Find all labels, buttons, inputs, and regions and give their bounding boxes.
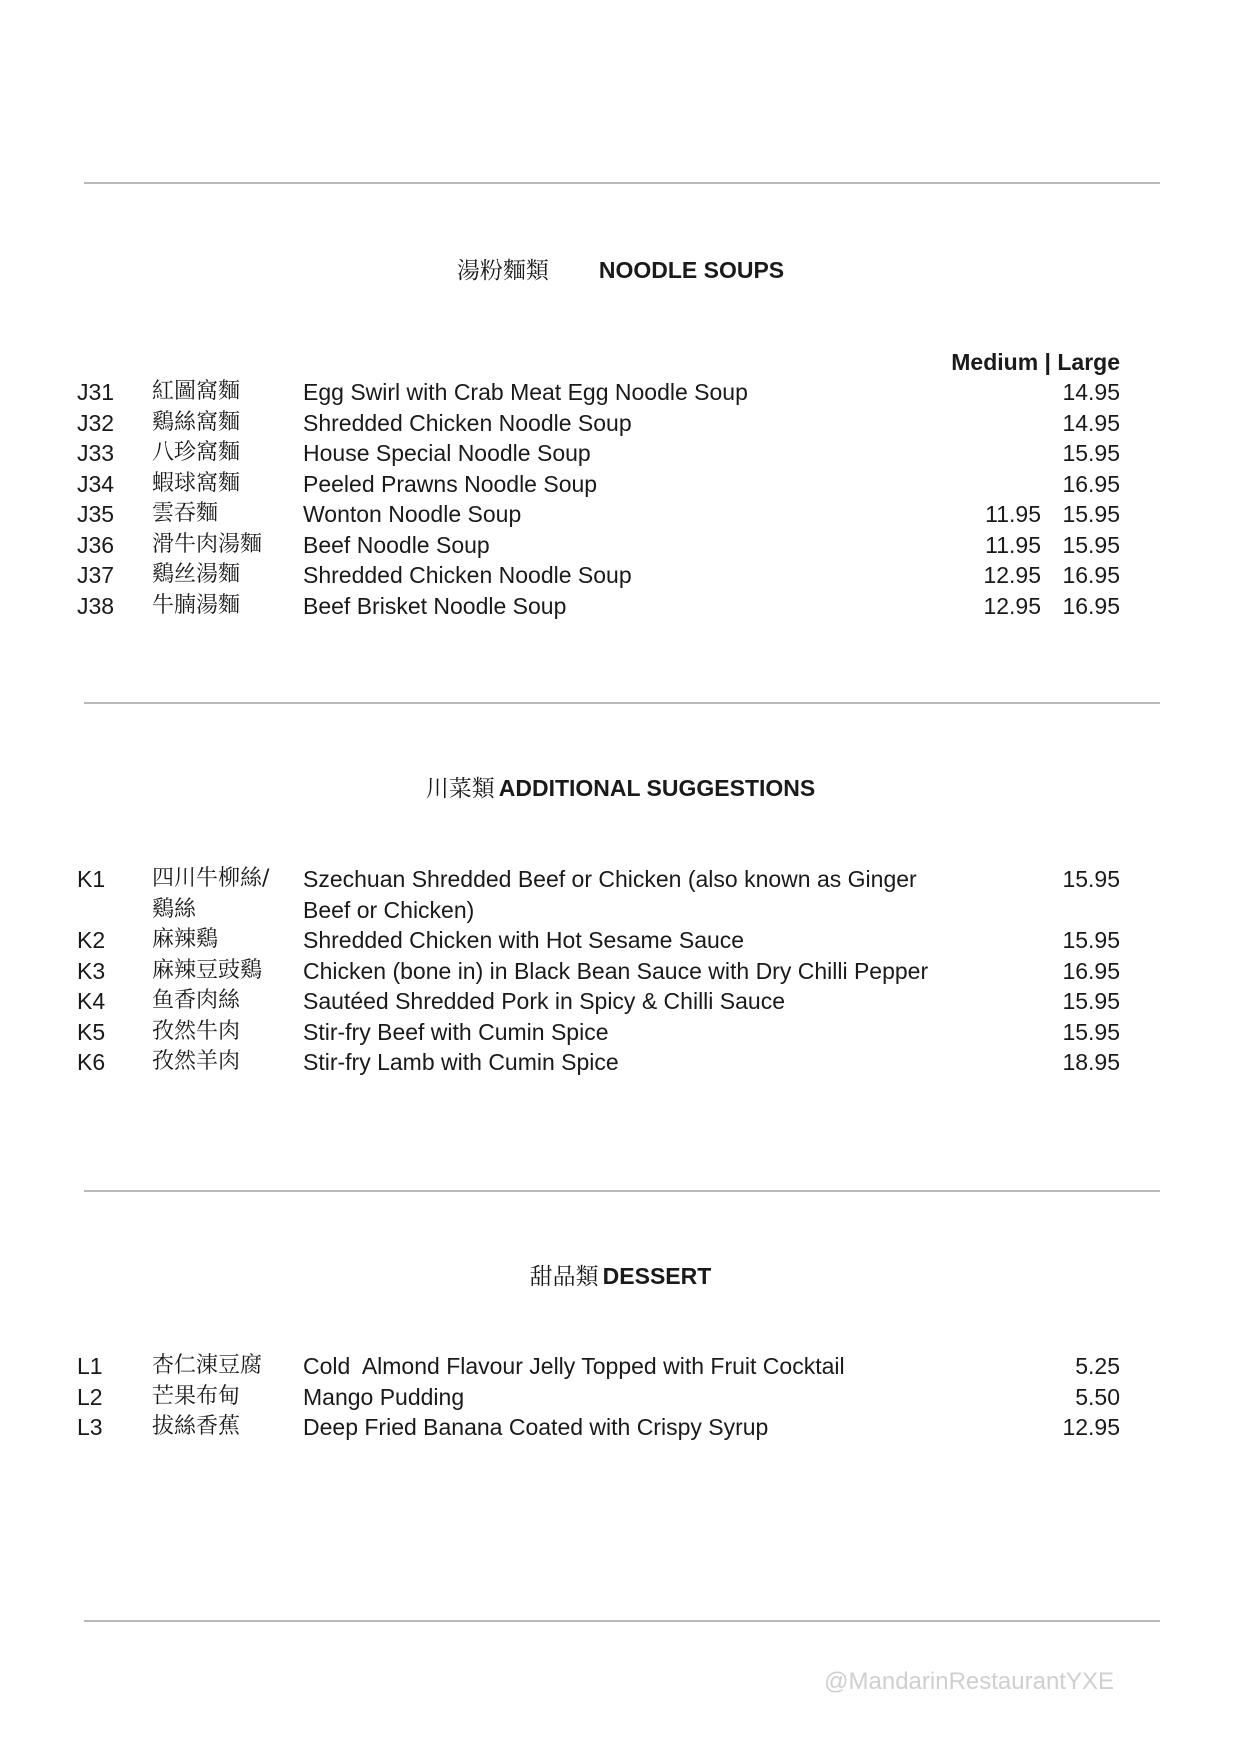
item-code: L1 — [77, 1353, 103, 1379]
menu-item — [0, 560, 1241, 591]
item-price: 15.95 — [1062, 927, 1120, 953]
item-name-en: Chicken (bone in) in Black Bean Sauce with Dry Chilli Pepper — [303, 957, 929, 984]
item-price: 15.95 — [1062, 440, 1120, 466]
item-price: 16.95 — [1062, 592, 1120, 619]
item-code: K4 — [77, 988, 106, 1014]
section-title-zh: 川菜類 — [425, 776, 495, 802]
menu-item — [0, 986, 1241, 1017]
item-name-en: Egg Swirl with Crab Meat Egg Noodle Soup — [303, 379, 748, 405]
item-name-en: Deep Fried Banana Coated with Crispy Syrup — [303, 1414, 769, 1440]
menu-item — [0, 377, 1241, 408]
menu-item — [0, 408, 1241, 439]
item-name-zh: 孜然牛肉 — [152, 1018, 241, 1044]
item-name-en: Shredded Chicken Noodle Soup — [303, 409, 632, 436]
menu-item — [0, 530, 1241, 561]
menu-item — [0, 1382, 1241, 1413]
section-heading-additional-suggestions — [0, 774, 1241, 803]
item-name-en: Beef Noodle Soup — [303, 531, 490, 558]
section-title-zh: 湯粉麵類 — [456, 258, 549, 284]
item-price: 15.95 — [1062, 531, 1120, 558]
menu-item — [0, 864, 1241, 925]
menu-item — [0, 438, 1241, 469]
item-name-zh: 拔絲香蕉 — [152, 1414, 241, 1439]
watermark: @MandarinRestaurantYXE — [824, 1668, 1114, 1695]
item-price: 15.95 — [1062, 988, 1120, 1014]
item-code: J38 — [77, 592, 115, 619]
item-code: J31 — [77, 379, 115, 405]
item-name-en: Stir-fry Beef with Cumin Spice — [303, 1018, 609, 1045]
item-code: J37 — [77, 562, 115, 588]
menu-item — [0, 1351, 1241, 1382]
item-code: J35 — [77, 501, 115, 527]
item-name-en: Szechuan Shredded Beef or Chicken (also known as Ginger Beef or Chicken) — [303, 866, 917, 923]
menu-list-additional-suggestions — [0, 864, 1241, 1078]
item-name-en: Stir-fry Lamb with Cumin Spice — [303, 1049, 619, 1075]
item-price: 15.95 — [1062, 501, 1120, 527]
item-name-zh: 蝦球窩麵 — [152, 470, 241, 496]
item-name-zh: 牛腩湯麵 — [152, 592, 241, 618]
item-name-en: Peeled Prawns Noodle Soup — [303, 470, 598, 497]
item-price: 14.95 — [1062, 409, 1120, 436]
item-name-en: Mango Pudding — [303, 1383, 465, 1410]
section-title-en: ADDITIONAL SUGGESTIONS — [498, 775, 816, 801]
item-code: L3 — [77, 1414, 103, 1440]
item-price: 16.95 — [1062, 470, 1120, 497]
item-price: 16.95 — [1062, 957, 1120, 984]
item-code: K5 — [77, 1018, 106, 1045]
item-code: K1 — [77, 866, 106, 892]
divider-after-suggestions — [84, 1190, 1160, 1192]
item-name-en: House Special Noodle Soup — [303, 440, 591, 466]
menu-list-dessert — [0, 1351, 1241, 1443]
item-name-zh: 孜然羊肉 — [152, 1049, 241, 1074]
item-price-medium: 11.95 — [985, 501, 1041, 527]
item-code: K3 — [77, 957, 106, 984]
section-heading-dessert — [0, 1262, 1241, 1291]
item-code: J34 — [77, 470, 115, 497]
section-title-zh: 甜品類 — [529, 1264, 599, 1290]
item-name-zh: 芒果布甸 — [152, 1383, 241, 1409]
menu-item — [0, 1412, 1241, 1443]
item-code: K2 — [77, 927, 106, 953]
item-price: 18.95 — [1062, 1049, 1120, 1075]
item-code: J32 — [77, 409, 115, 436]
item-price: 5.50 — [1075, 1383, 1120, 1410]
item-price: 14.95 — [1062, 379, 1120, 405]
divider-top — [84, 182, 1160, 184]
menu-item — [0, 499, 1241, 530]
divider-bottom — [84, 1620, 1160, 1622]
item-code: J36 — [77, 531, 115, 558]
item-code: L2 — [77, 1383, 103, 1410]
item-name-en: Shredded Chicken with Hot Sesame Sauce — [303, 927, 745, 953]
item-name-zh: 紅圖窩麵 — [152, 379, 241, 404]
size-column-header: Medium | Large — [951, 349, 1120, 375]
item-price: 5.25 — [1075, 1353, 1120, 1379]
section-title-en: DESSERT — [602, 1263, 712, 1289]
item-code: K6 — [77, 1049, 106, 1075]
menu-item — [0, 469, 1241, 500]
item-name-zh: 麻辣鷄 — [152, 927, 219, 952]
item-price-medium: 12.95 — [983, 562, 1041, 588]
item-name-zh: 鷄丝湯麵 — [152, 562, 241, 587]
item-price: 12.95 — [1062, 1414, 1120, 1440]
item-price: 15.95 — [1062, 866, 1120, 892]
item-name-en: Beef Brisket Noodle Soup — [303, 592, 567, 619]
item-price: 15.95 — [1062, 1018, 1120, 1045]
item-name-zh: 麻辣豆豉鷄 — [152, 957, 263, 983]
item-name-zh: 八珍窩麵 — [152, 440, 241, 465]
item-name-en: Cold Almond Flavour Jelly Topped with Fruit Cocktail — [303, 1353, 845, 1379]
item-name-zh: 鱼香肉絲 — [152, 988, 241, 1013]
item-name-zh: 鷄絲窩麵 — [152, 409, 241, 435]
menu-item — [0, 1047, 1241, 1078]
menu-list-noodle-soups — [0, 377, 1241, 621]
section-title-en: NOODLE SOUPS — [598, 257, 785, 283]
menu-item — [0, 591, 1241, 622]
divider-after-noodle-soups — [84, 702, 1160, 704]
item-price-medium: 12.95 — [983, 592, 1041, 619]
menu-item — [0, 956, 1241, 987]
item-name-zh: 滑牛肉湯麵 — [152, 531, 263, 557]
item-price: 16.95 — [1062, 562, 1120, 588]
item-price-medium: 11.95 — [985, 531, 1041, 558]
item-name-zh: 雲吞麵 — [152, 501, 219, 526]
item-name-zh: 四川牛柳絲/鷄絲 — [152, 866, 270, 922]
item-code: J33 — [77, 440, 115, 466]
item-name-zh: 杏仁涷豆腐 — [152, 1353, 263, 1378]
menu-item — [0, 925, 1241, 956]
menu-item — [0, 1017, 1241, 1048]
item-name-en: Wonton Noodle Soup — [303, 501, 522, 527]
section-heading-noodle-soups — [0, 256, 1241, 285]
item-name-en: Shredded Chicken Noodle Soup — [303, 562, 632, 588]
item-name-en: Sautéed Shredded Pork in Spicy & Chilli Sauce — [303, 988, 786, 1014]
